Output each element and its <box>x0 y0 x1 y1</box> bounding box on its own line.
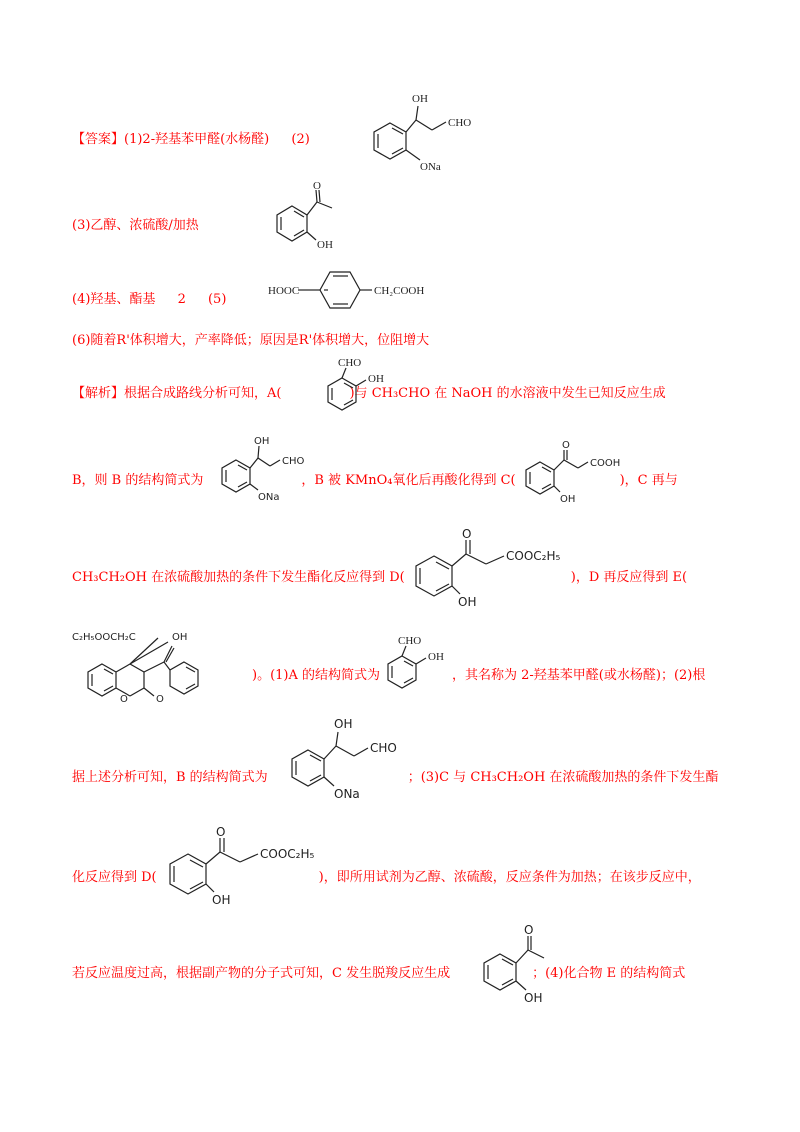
analysis-text: 根据合成路线分析可知，A( <box>124 386 282 401</box>
answer-q1: (1)2-羟基苯甲醛(水杨醛) <box>124 132 270 147</box>
analysis-text: ，其名称为 2-羟基苯甲醛(或水杨醛)；(2)根 <box>452 668 706 683</box>
structure-c <box>520 438 630 504</box>
label-cho: CHO <box>448 117 472 129</box>
label-cho: CHO <box>398 635 422 647</box>
structure-hydroxyacetophenone-answer <box>262 180 342 252</box>
analysis-text: ；(3)C 与 CH₃CH₂OH 在浓硫酸加热的条件下发生酯 <box>407 770 719 785</box>
label-hooc: HOOC <box>268 285 300 297</box>
answer-q4-count: 2 <box>177 292 186 307</box>
analysis-text: 若反应温度过高，根据副产物的分子式可知，C 发生脱羧反应生成 <box>72 966 451 981</box>
label-oh: OH <box>172 632 188 643</box>
analysis-text: CH₃CH₂OH 在浓硫酸加热的条件下发生酯化反应得到 D( <box>72 570 405 585</box>
label-o: O <box>216 825 226 839</box>
answer-q5: (5) <box>207 292 227 307</box>
analysis-text: 据上述分析可知，B 的结构简式为 <box>72 770 268 785</box>
answer-q6: (6)随着R'体积增大，产率降低；原因是R'体积增大，位阻增大 <box>72 333 430 348</box>
label-cho: CHO <box>370 741 397 755</box>
label-oh: OH <box>560 494 576 505</box>
answer-line-4 <box>72 292 226 309</box>
label-oh: OH <box>254 436 270 447</box>
label-ona: ONa <box>258 492 280 503</box>
analysis-text: ；(4)化合物 E 的结构简式 <box>532 966 686 981</box>
label-oh: OH <box>317 239 333 251</box>
label-oh: OH <box>412 93 428 105</box>
answer-q4: (4)羟基、酯基 <box>72 292 156 307</box>
label-o: O <box>524 923 534 937</box>
label-o: O <box>562 440 570 451</box>
answer-line-3 <box>72 218 199 235</box>
label-cooc2h5: COOC₂H₅ <box>506 549 561 563</box>
analysis-text: )，即所用试剂为乙醇、浓硫酸，反应条件为加热；在该步反应中， <box>318 870 701 885</box>
structure-d <box>160 822 330 908</box>
analysis-text: )，C 再与 <box>619 473 678 488</box>
label-o: O <box>120 694 128 705</box>
structure-e <box>72 624 252 704</box>
label-oh: OH <box>334 717 353 731</box>
label-cooh: COOH <box>590 458 621 469</box>
label-ch2cooh: CH₂COOH <box>374 285 425 297</box>
label-cooc2h5: COOC₂H₅ <box>260 847 315 861</box>
label-ona: ONa <box>420 161 441 173</box>
answer-q3: (3)乙醇、浓硫酸/加热 <box>72 218 199 233</box>
answer-tag: 【答案】 <box>72 132 125 147</box>
analysis-text: 化反应得到 D( <box>72 870 157 885</box>
analysis-line-4 <box>252 668 705 685</box>
label-oh: OH <box>368 373 384 385</box>
label-o: O <box>156 694 164 705</box>
analysis-line-7 <box>72 966 685 983</box>
structure-b <box>214 432 318 504</box>
structure-hydroxyacetophenone <box>474 922 564 1006</box>
label-cho: CHO <box>282 456 305 467</box>
label-oh: OH <box>428 651 444 663</box>
analysis-text: ，B 被 KMnO₄氧化后再酸化得到 C( <box>301 473 516 488</box>
structure-b-answer <box>350 88 500 188</box>
label-cho: CHO <box>338 357 362 369</box>
label-ona: ONa <box>334 787 360 801</box>
analysis-tag: 【解析】 <box>72 386 125 401</box>
structure-b <box>282 714 422 804</box>
structure-homophthalic-acid <box>268 262 458 322</box>
label-oh: OH <box>458 595 477 609</box>
structure-a-salicylaldehyde <box>322 356 398 418</box>
structure-d <box>406 524 576 610</box>
structure-a-salicylaldehyde <box>382 634 458 696</box>
label-o: O <box>313 180 321 192</box>
answer-line-1 <box>72 132 310 149</box>
answer-q2: (2) <box>291 132 310 147</box>
analysis-text: )，D 再反应得到 E( <box>570 570 688 585</box>
answer-line-6 <box>72 333 429 350</box>
label-oh: OH <box>524 991 543 1005</box>
label-oh: OH <box>212 893 231 907</box>
analysis-line-3 <box>72 570 687 587</box>
analysis-text: )与 CH₃CHO 在 NaOH 的水溶液中发生已知反应生成 <box>349 386 666 401</box>
label-o: O <box>462 527 472 541</box>
analysis-text: B，则 B 的结构简式为 <box>72 473 204 488</box>
analysis-text: )。(1)A 的结构简式为 <box>252 668 381 683</box>
label-c2h5oocch2c: C₂H₅OOCH₂C <box>72 632 136 643</box>
